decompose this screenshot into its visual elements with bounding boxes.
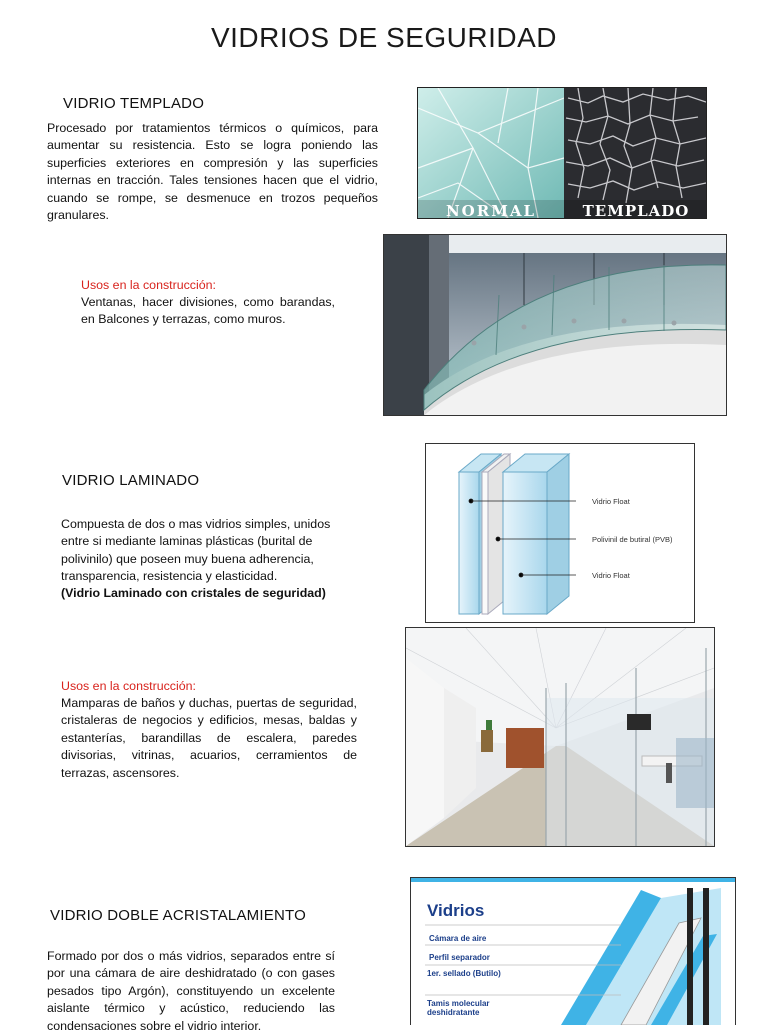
- broken-glass-image: [417, 87, 707, 219]
- laminado-bold-text: (Vidrio Laminado con cristales de seguridad): [61, 586, 326, 600]
- doble-text: Formado por dos o más vidrios, separados entre sí por una cámara de aire deshidratado (o con gases pesados tipo Argón), constituyendo un excelente aislante térmico y acústico, reduciendo las condensaciones sobre el vidrio interior.: [47, 949, 335, 1033]
- pvb-label: Polivinil de butiral (PVB): [592, 535, 673, 544]
- glass-balcony-photo: [383, 234, 727, 416]
- double-glazing-diagram: [410, 877, 736, 1025]
- laminated-glass-diagram: [425, 443, 695, 623]
- templado-label: TEMPLADO: [582, 202, 690, 218]
- float-label-1: Vidrio Float: [592, 497, 630, 506]
- normal-label: NORMAL: [445, 202, 537, 218]
- glass-office-photo: [405, 627, 715, 847]
- doble-heading: VIDRIO DOBLE ACRISTALAMIENTO: [50, 907, 306, 924]
- page-title: VIDRIOS DE SEGURIDAD: [210, 22, 558, 53]
- float-label-2: Vidrio Float: [592, 571, 630, 580]
- laminado-usos-text: Mamparas de baños y duchas, puertas de seguridad, cristaleras de negocios y edificios, mesas, baldas y estanterías, barandillas de escalera, paredes divisorias, vitrinas, acuarios, cerramientos de terrazas, ascensores.: [61, 696, 357, 780]
- vidrios-diagram-title: Vidrios: [427, 901, 485, 920]
- templado-usos-text: Ventanas, hacer divisiones, como barandas, en Balcones y terrazas, como muros.: [81, 295, 335, 327]
- tamis-label: Tamis molecular deshidratante: [427, 999, 490, 1017]
- laminado-usos-title: Usos en la construcción:: [61, 679, 196, 693]
- laminado-text: Compuesta de dos o mas vidrios simples, unidos entre si mediante laminas plásticas (burital de polivinilo) que poseen muy buena adherencia, transparencia, resistencia y elasticidad.: [61, 517, 331, 584]
- sellado-label: 1er. sellado (Butilo): [427, 969, 501, 978]
- perfil-separador-label: Perfil separador: [429, 953, 490, 962]
- laminado-heading: VIDRIO LAMINADO: [62, 472, 200, 489]
- templado-heading: VIDRIO TEMPLADO: [63, 95, 205, 112]
- camara-aire-label: Cámara de aire: [429, 934, 487, 943]
- templado-text: Procesado por tratamientos térmicos o químicos, para aumentar su resistencia. Esto se logra poniendo las superficies exteriores en compresión y las superficies internas en tracción. Tales tensiones hacen que el vidrio, cuando se rompe, se desmenuce en trozos pequeños granulares.: [47, 121, 378, 223]
- templado-usos-title: Usos en la construcción:: [81, 278, 216, 292]
